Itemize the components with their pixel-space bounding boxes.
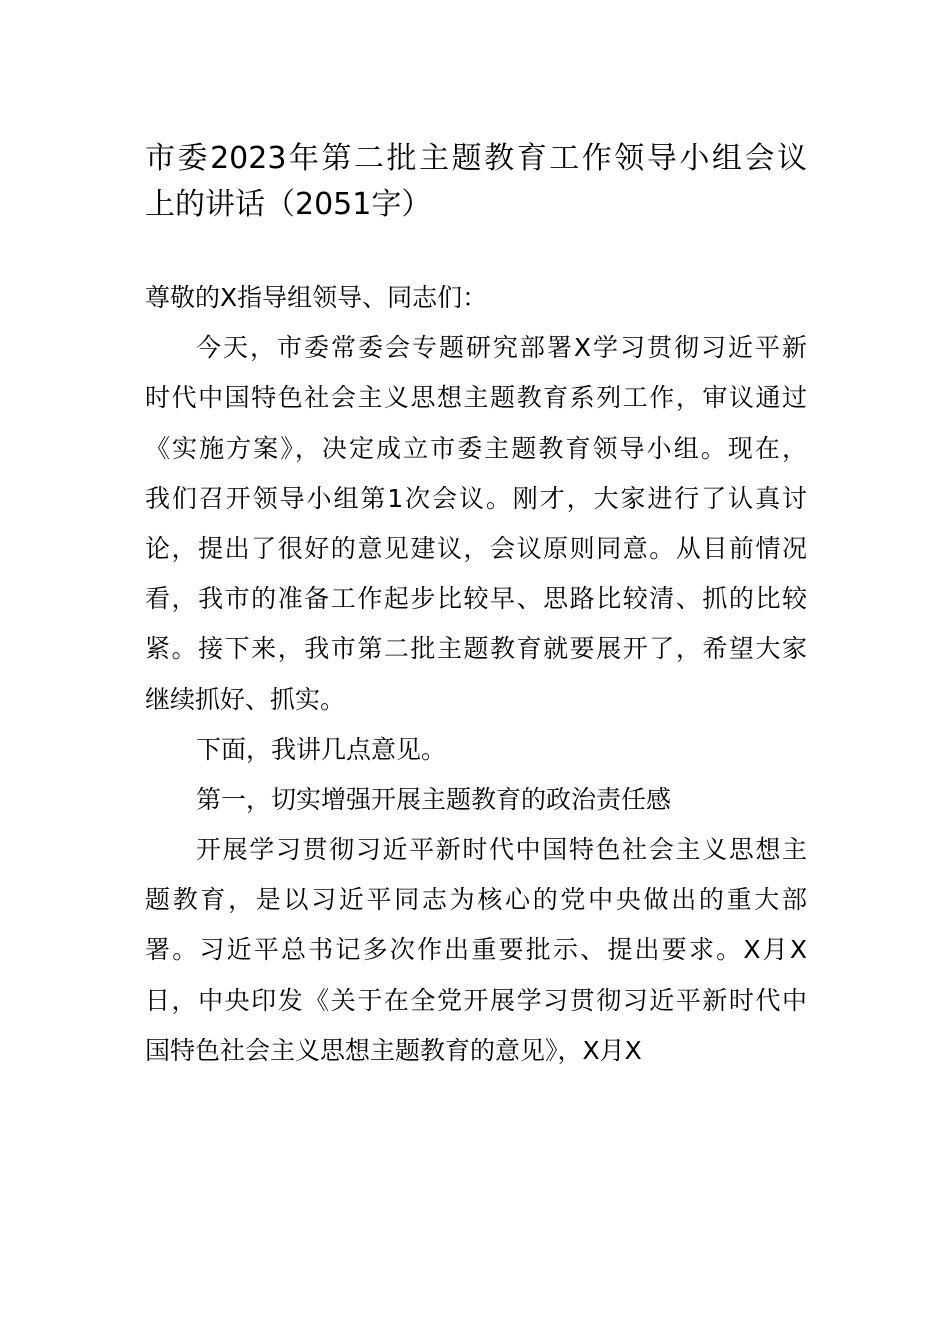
- text-line: 第一，切实增强开展主题教育的政治责任感: [196, 784, 672, 814]
- text-line: 署。习近平总书记多次作出重要批示、提出要求。X月X: [145, 935, 807, 965]
- text-line: 今天，市委常委会专题研究部署X学习贯彻习近平新: [196, 333, 807, 363]
- text-line: 题教育，是以习近平同志为核心的党中央做出的重大部: [145, 885, 807, 915]
- text-line: 国特色社会主义思想主题教育的意见》，X月X: [145, 1035, 642, 1065]
- paragraph: [145, 725, 807, 775]
- document-title: [145, 134, 807, 226]
- text-line: 看，我市的准备工作起步比较早、思路比较清、抓的比较: [145, 584, 807, 614]
- text-line: 继续抓好、抓实。: [145, 684, 346, 714]
- text-line: 开展学习贯彻习近平新时代中国特色社会主义思想主: [196, 835, 807, 865]
- title-line: 上的讲话（2051字）: [145, 187, 432, 222]
- section-heading: [145, 775, 807, 825]
- text-line: 《实施方案》，决定成立市委主题教育领导小组。现在，: [145, 433, 807, 463]
- text-line: 紧。接下来，我市第二批主题教育就要展开了，希望大家: [145, 634, 807, 664]
- text-line: 时代中国特色社会主义思想主题教育系列工作，审议通过: [145, 383, 807, 413]
- salutation: 尊敬的X指导组领导、同志们：: [145, 283, 488, 312]
- paragraph: [145, 825, 807, 1076]
- title-line: 市委2023年第二批主题教育工作领导小组会议: [145, 141, 807, 176]
- document-body: [145, 273, 807, 1076]
- text-line: 下面，我讲几点意见。: [196, 734, 447, 764]
- text-line: 日，中央印发《关于在全党开展学习贯彻习近平新时代中: [145, 985, 807, 1015]
- paragraph: [145, 323, 807, 725]
- text-line: 我们召开领导小组第1次会议。刚才，大家进行了认真讨: [145, 483, 807, 513]
- text-line: 论，提出了很好的意见建议，会议原则同意。从目前情况: [145, 533, 807, 563]
